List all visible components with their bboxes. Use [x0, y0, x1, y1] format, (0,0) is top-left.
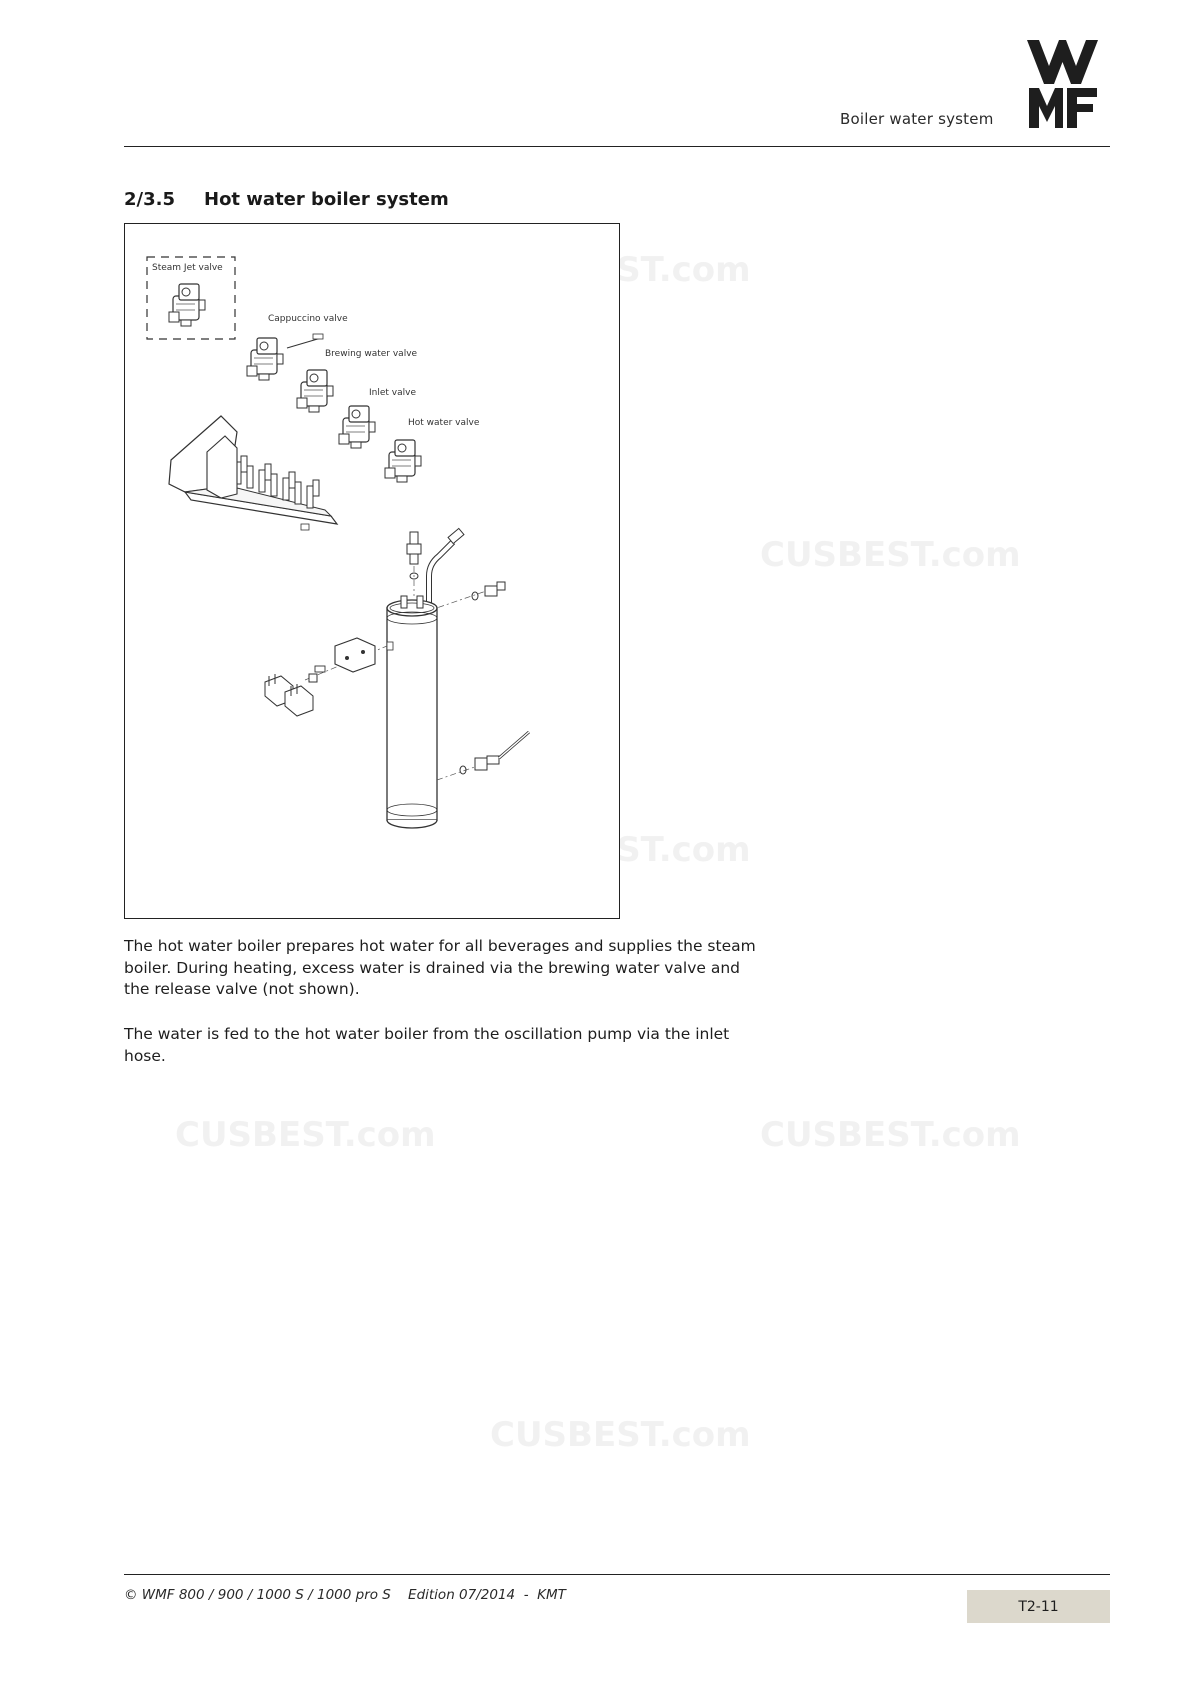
valve-carrier-bracket: [169, 416, 337, 530]
exploded-view-figure: [124, 223, 620, 919]
section-heading: [124, 189, 449, 210]
hot-water-boiler-tank: [387, 596, 437, 828]
cappuccino-valve: [247, 338, 283, 380]
brewing-water-valve-label: Brewing water valve: [325, 349, 418, 359]
watermark: CUSBEST.com: [760, 535, 1021, 575]
inlet-valve-label: Inlet valve: [369, 388, 416, 398]
section-number: 2/3.5: [124, 189, 175, 210]
top-fitting: [407, 532, 421, 596]
description-paragraph-1: The hot water boiler prepares hot water for all beverages and supplies the steam boiler. During heating, excess water is drained via the brewing water valve and the release valve (not shown).: [124, 937, 756, 998]
description-paragraph-2: The water is fed to the hot water boiler from the oscillation pump via the inlet hose.: [124, 1025, 730, 1065]
connector-plugs: [265, 674, 317, 716]
temperature-sensor: [437, 732, 529, 780]
footer-divider: [124, 1574, 1110, 1575]
inlet-valve: [339, 406, 375, 448]
page-number: T2-11: [1018, 1598, 1059, 1615]
watermark: CUSBEST.com: [175, 1115, 436, 1155]
header-section-title: Boiler water system: [840, 110, 994, 128]
steam-jet-valve-label: Steam Jet valve: [152, 263, 223, 273]
section-title: Hot water boiler system: [204, 189, 449, 210]
hot-water-valve-label: Hot water valve: [408, 418, 480, 428]
watermark: CUSBEST.com: [490, 830, 751, 870]
boiler-exploded-diagram: [125, 224, 619, 918]
brewing-water-valve: [297, 370, 333, 412]
watermark: CUSBEST.com: [490, 1415, 751, 1455]
header-divider: [124, 146, 1110, 147]
steam-jet-valve: [169, 284, 205, 326]
page-number-badge: [967, 1590, 1110, 1623]
wmf-logo: [1025, 40, 1100, 130]
watermark: CUSBEST.com: [760, 1115, 1021, 1155]
footer-edition: © WMF 800 / 900 / 1000 S / 1000 pro S Edition 07/2014 - KMT: [124, 1587, 566, 1603]
steam-pipe: [429, 528, 464, 614]
cappuccino-valve-label: Cappuccino valve: [268, 314, 348, 324]
watermark: CUSBEST.com: [490, 250, 751, 290]
hot-water-valve: [385, 440, 421, 482]
